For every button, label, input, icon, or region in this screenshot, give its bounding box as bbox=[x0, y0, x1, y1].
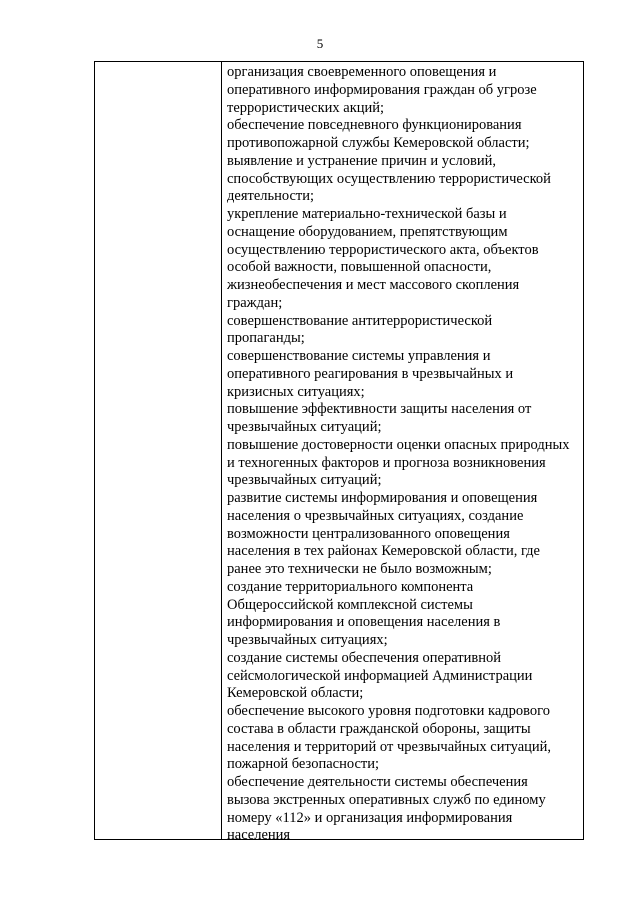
column-divider bbox=[221, 62, 222, 839]
text-line: организация своевременного оповещения и bbox=[227, 64, 497, 80]
text-line: выявление и устранение причин и условий, bbox=[227, 152, 496, 169]
table-right-cell bbox=[227, 64, 583, 845]
text-line: населения в тех районах Кемеровской области, где bbox=[227, 543, 540, 560]
text-line: информирования и оповещения населения в bbox=[227, 614, 501, 631]
text-line: деятельности; bbox=[227, 188, 315, 205]
text-line: и техногенных факторов и прогноза возникновения bbox=[227, 454, 546, 471]
text-line: совершенствование системы управления и bbox=[227, 348, 491, 364]
text-line: населения о чрезвычайных ситуациях, создание bbox=[227, 507, 524, 524]
text-line: повышение эффективности защиты населения от bbox=[227, 401, 532, 418]
table-left-cell bbox=[95, 62, 221, 839]
text-line: пожарной безопасности; bbox=[227, 756, 380, 773]
text-line: особой важности, повышенной опасности, bbox=[227, 259, 492, 276]
text-line: номеру «112» и организация информирования bbox=[227, 809, 513, 826]
text-line: чрезвычайных ситуаций; bbox=[227, 419, 382, 435]
content-table bbox=[94, 61, 584, 844]
text-line: обеспечение высокого уровня подготовки кадрового bbox=[227, 703, 551, 719]
text-line: создание территориального компонента bbox=[227, 578, 474, 595]
text-line: способствующих осуществлению террористической bbox=[227, 170, 551, 187]
text-line: жизнеобеспечения и мест массового скопления bbox=[227, 277, 520, 293]
text-line: чрезвычайных ситуаций; bbox=[227, 472, 382, 489]
text-line: Общероссийской комплексной системы bbox=[227, 596, 473, 613]
text-line: развитие системы информирования и оповещения bbox=[227, 490, 538, 506]
text-line: укрепление материально-технической базы и bbox=[227, 206, 507, 222]
text-line: противопожарной службы Кемеровской области; bbox=[227, 135, 530, 151]
text-line: совершенствование антитеррористической bbox=[227, 312, 493, 329]
text-line: сейсмологической информацией Администрации bbox=[227, 667, 533, 684]
text-line: повышение достоверности оценки опасных природных bbox=[227, 436, 570, 453]
text-line: возможности централизованного оповещения bbox=[227, 525, 510, 542]
text-line: оснащение оборудованием, препятствующим bbox=[227, 223, 508, 240]
text-line: населения bbox=[227, 827, 291, 844]
text-line: ранее это технически не было возможным; bbox=[227, 561, 492, 577]
text-line: чрезвычайных ситуациях; bbox=[227, 632, 388, 648]
text-line: террористических акций; bbox=[227, 99, 385, 116]
text-line: кризисных ситуациях; bbox=[227, 383, 365, 400]
text-line: вызова экстренных оперативных служб по единому bbox=[227, 791, 546, 808]
text-line: состава в области гражданской обороны, защиты bbox=[227, 720, 531, 737]
text-line: граждан; bbox=[227, 294, 283, 311]
page-number: 5 bbox=[316, 36, 324, 51]
text-line: населения и территорий от чрезвычайных ситуаций, bbox=[227, 738, 552, 755]
text-line: создание системы обеспечения оперативной bbox=[227, 649, 502, 666]
text-line: пропаганды; bbox=[227, 330, 305, 347]
text-line: обеспечение деятельности системы обеспечения bbox=[227, 774, 528, 790]
text-line: обеспечение повседневного функционирования bbox=[227, 117, 522, 134]
text-line: осуществлению террористического акта, объектов bbox=[227, 241, 539, 258]
text-line: оперативного реагирования в чрезвычайных и bbox=[227, 365, 514, 382]
text-line: Кемеровской области; bbox=[227, 685, 364, 702]
text-line: оперативного информирования граждан об угрозе bbox=[227, 81, 537, 98]
